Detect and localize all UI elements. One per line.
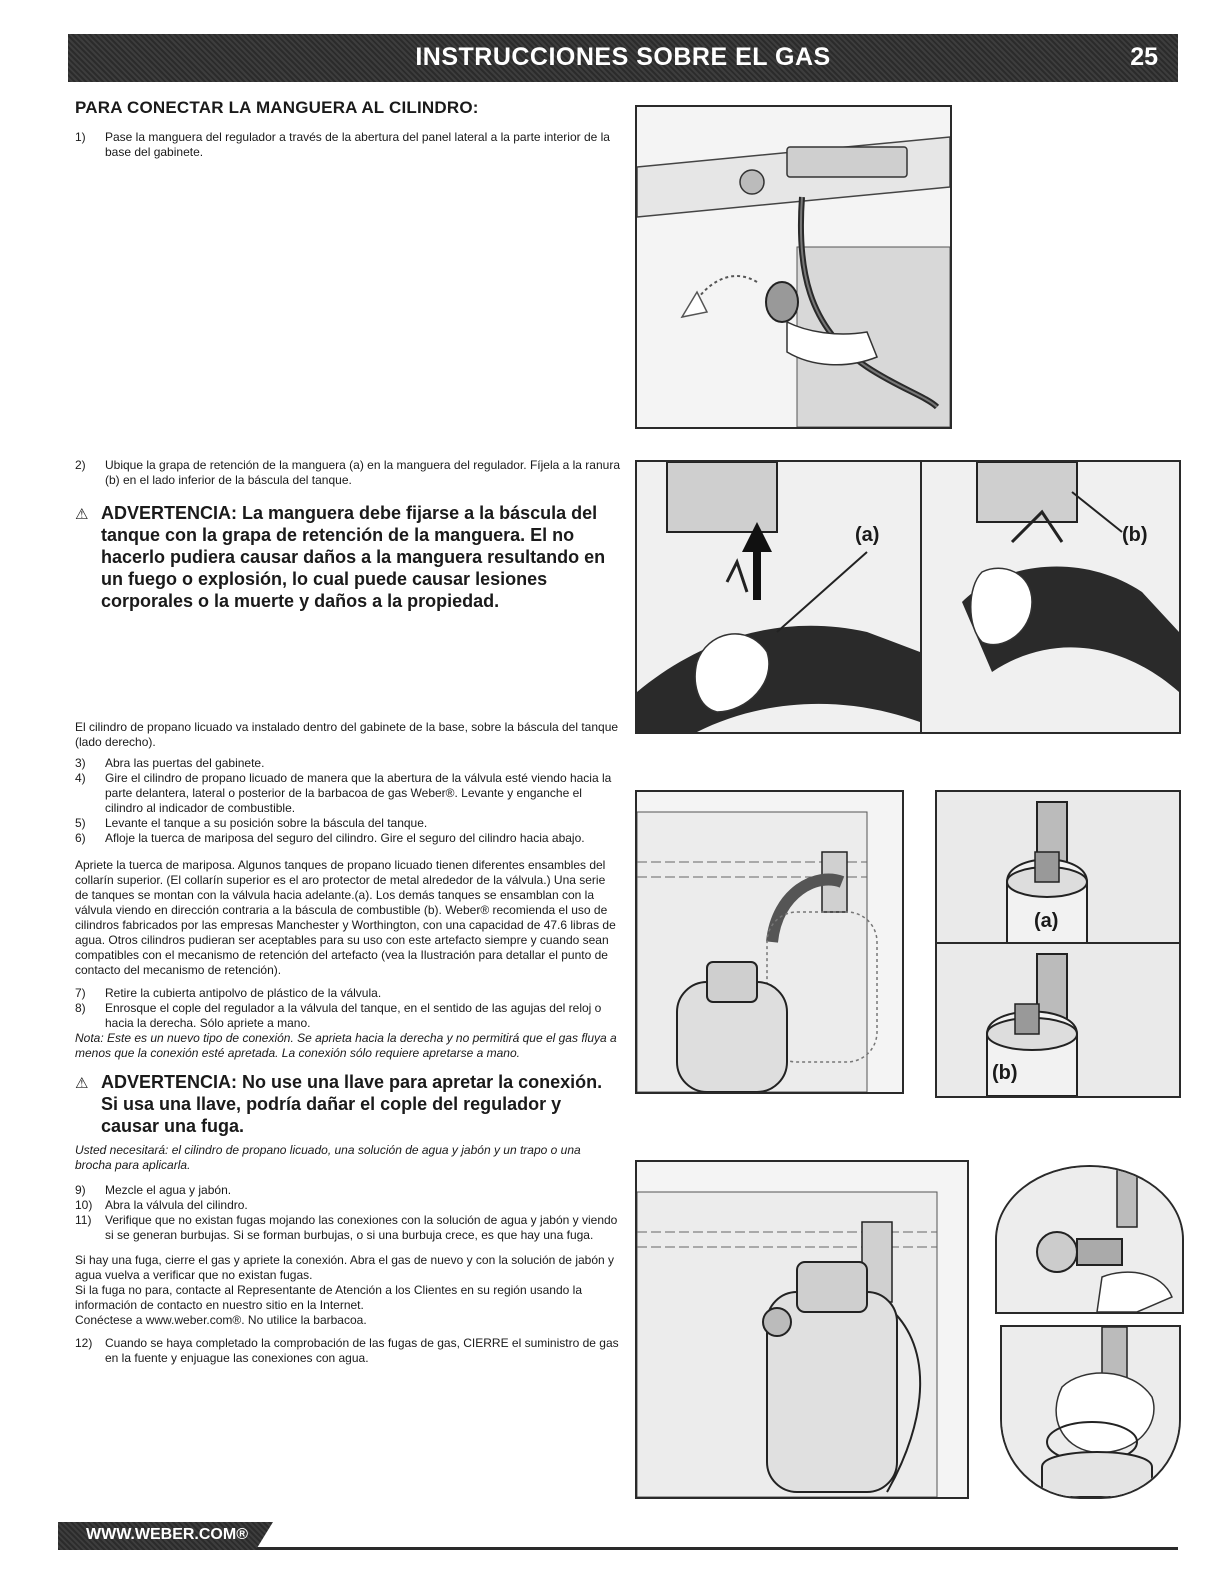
hand-tighten-illustration [1002,1327,1179,1497]
page-number: 25 [1130,43,1158,71]
step-text: Cuando se haya completado la comprobación de las fugas de gas, CIERRE el suministro de gas en la fuente y enjuague las conexiones con agua. [105,1336,619,1365]
figure-label: (a) [1034,910,1059,932]
step-number: 1) [75,130,86,144]
step-number: 7) [75,986,86,1000]
leak-paragraph: Si la fuga no para, contacte al Representante de Atención a los Clientes en su región usando la información de contacto en nuestro sitio en la Internet. [75,1283,583,1312]
page-title: INSTRUCCIONES SOBRE EL GAS [415,43,831,71]
warning-icon: ⚠ [75,1075,89,1092]
step-text: Ubique la grapa de retención de la manguera (a) en la manguera del regulador. Fíjela a la ranura (b) en el lado inferior de la báscula del tanque. [105,458,620,487]
figure-label: (b) [992,1062,1018,1084]
step-text: Abra las puertas del gabinete. [105,756,265,770]
clip-b-illustration [922,462,1179,732]
figure-regulator-connection [635,1160,969,1499]
figure-clip-b [920,460,1181,734]
step-item [75,831,620,846]
figure-collar-a [935,790,1181,946]
step-number: 2) [75,458,86,472]
header-bar [68,34,1178,82]
step-text: Pase la manguera del regulador a través de la abertura del panel lateral a la parte interior de la base del gabinete. [105,130,610,159]
step-number: 9) [75,1183,86,1197]
step-text: Mezcle el agua y jabón. [105,1183,232,1197]
figure-tank-placement [635,790,904,1094]
materials-note: Usted necesitará: el cilindro de propano licuado, una solución de agua y jabón y un trapo o una brocha para aplicarla. [75,1143,581,1172]
figure-label: (b) [1122,524,1148,546]
hose-routing-illustration [637,107,950,427]
step-text: Verifique que no existan fugas mojando las conexiones con la solución de agua y jabón y viendo si se generan burbujas. Si se forman burbujas, o si una burbuja crece, es que hay una fuga. [105,1213,618,1242]
step-number: 10) [75,1198,93,1212]
step-item [75,130,620,160]
warning-text: ADVERTENCIA: La manguera debe fijarse a la báscula del tanque con la grapa de retención de la manguera. El no hacerlo pudiera causar daños a la manguera resultando en un fuego o explosión, lo cual puede causar lesiones corporales o la muerte y daños a la propiedad. [101,503,606,611]
step-text: Enrosque el cople del regulador a la válvula del tanque, en el sentido de las agujas del reloj o hacia la derecha. Sólo apriete a mano. [105,1001,602,1030]
intro-paragraph: El cilindro de propano licuado va instalado dentro del gabinete de la base, sobre la báscula del tanque (lado derecho). [75,720,619,749]
regulator-connection-illustration [637,1162,967,1497]
figure-hose-routing [635,105,952,429]
step-item [75,1213,620,1243]
warning-hose [75,502,620,612]
section-clip [75,458,620,612]
warning-icon: ⚠ [75,506,89,523]
step-text: Afloje la tuerca de mariposa del seguro del cilindro. Gire el seguro del cilindro hacia abajo. [105,831,585,845]
tank-placement-illustration [637,792,902,1092]
leak-paragraph: Si hay una fuga, cierre el gas y apriete la conexión. Abra el gas de nuevo y con la solución de jabón y agua vuelva a verificar que no existan fugas. [75,1253,615,1282]
step-number: 8) [75,1001,86,1015]
step-item [75,756,620,771]
figure-collar-b [935,942,1181,1098]
figure-label: (a) [855,524,880,546]
step-item [75,986,620,1001]
step-item [75,816,620,831]
section-connect-hose [75,98,620,160]
step-text: Abra la válvula del cilindro. [105,1198,248,1212]
section-title: PARA CONECTAR LA MANGUERA AL CILINDRO: [75,98,479,117]
step-number: 3) [75,756,86,770]
collar-paragraph: Apriete la tuerca de mariposa. Algunos tanques de propano licuado tienen diferentes ensambles del collarín superior. (El collarín superior es el aro protector de metal alrededor de la válvula.) Una serie de tanques se montan con la válvula hacia adelante.(a). Los demás tanques se ensamblan con la válvula viendo en dirección contraria a la báscula de combustible (b). Weber® recomienda el uso de cilindros fabricados por las empresas Manchester y Worthington, con una capacidad de 47.6 libras de agua. Otros cilindros pudieran ser aceptables para su uso con este artefacto siempre y cuando sean compatibles con el mecanismo de retención del artefacto (vea la Ilustración para detallar el punto de contacto del mecanismo de retención). [75,858,616,977]
figure-hand-tighten [1000,1325,1181,1499]
collar-b-illustration [937,944,1179,1096]
warning-text: ADVERTENCIA: No use una llave para apretar la conexión. Si usa una llave, podría dañar el cople del regulador y causar una fuga. [101,1072,603,1136]
step-number: 12) [75,1336,93,1350]
figure-valve-detail [995,1165,1184,1314]
step-number: 6) [75,831,86,845]
step-item [75,1001,620,1031]
valve-detail-illustration [997,1167,1182,1312]
footer-url[interactable]: WWW.WEBER.COM® [86,1526,248,1543]
connection-note: Nota: Este es un nuevo tipo de conexión. Se aprieta hacia la derecha y no permitirá que el gas fluya a menos que la conexión esté apretada. La conexión sólo requiere apretarse a mano. [75,1031,617,1060]
step-item [75,1198,620,1213]
figure-clip-a [635,460,922,734]
step-text: Retire la cubierta antipolvo de plástico de la válvula. [105,986,382,1000]
leak-paragraph: Conéctese a www.weber.com®. No utilice la barbacoa. [75,1313,367,1327]
step-item [75,458,620,488]
step-number: 11) [75,1213,92,1227]
step-item [75,1183,620,1198]
step-number: 5) [75,816,86,830]
step-item [75,771,620,816]
section-cylinder [75,720,620,1366]
step-number: 4) [75,771,86,785]
step-text: Gire el cilindro de propano licuado de manera que la abertura de la válvula esté viendo hacia la parte delantera, lateral o posterior de la barbacoa de gas Weber®. Levante y enganche el cilindro al indicador de combustible. [105,771,612,815]
step-item [75,1336,620,1366]
step-text: Levante el tanque a su posición sobre la báscula del tanque. [105,816,428,830]
warning-wrench [75,1071,620,1137]
clip-a-illustration [637,462,920,732]
